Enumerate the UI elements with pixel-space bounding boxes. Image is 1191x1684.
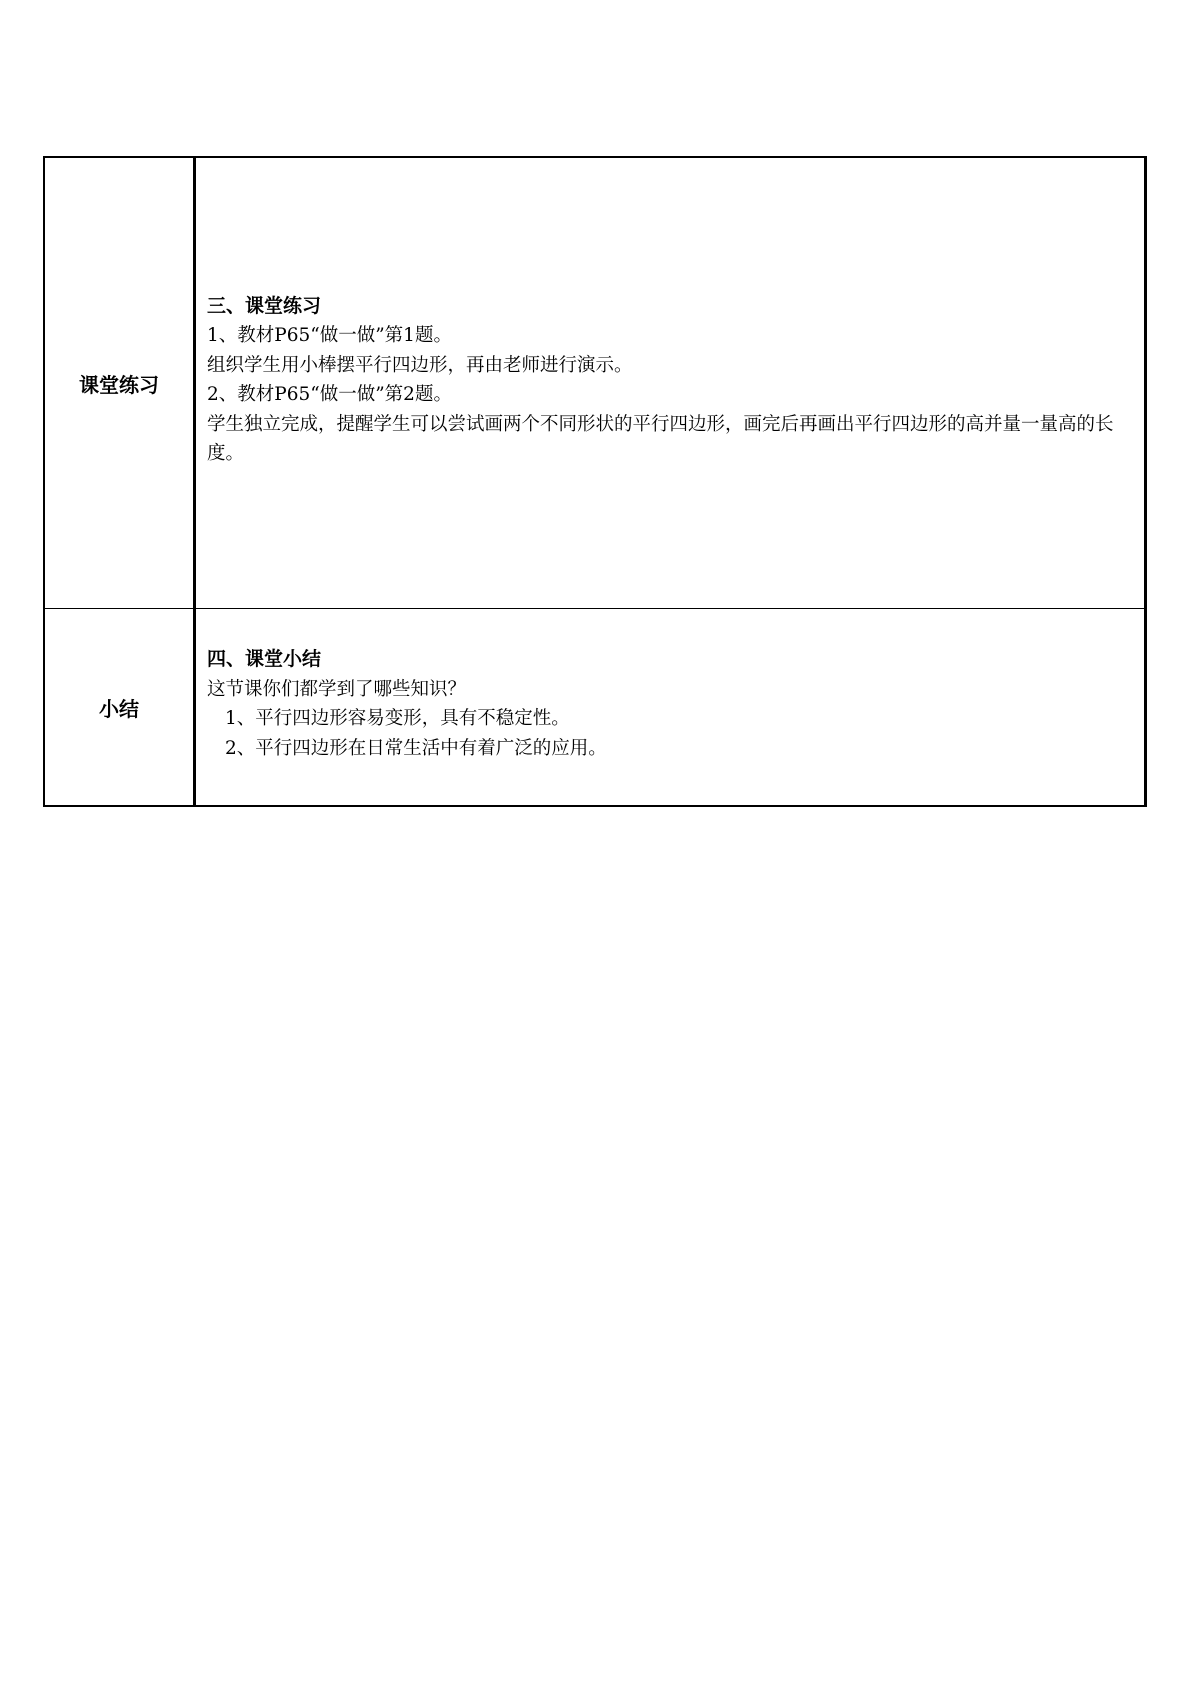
practice-line: 学生独立完成，提醒学生可以尝试画两个不同形状的平行四边形，画完后再画出平行四边形的高并量一量高的长度。 [207, 413, 1114, 464]
lesson-plan-table [43, 156, 1147, 807]
summary-label: 小结 [44, 609, 195, 807]
summary-point: 1、平行四边形容易变形，具有不稳定性。 [225, 708, 570, 729]
practice-content-block [207, 292, 1130, 469]
practice-heading: 三、课堂练习 [207, 294, 322, 317]
summary-content-block [207, 645, 1130, 763]
summary-question: 这节课你们都学到了哪些知识？ [207, 678, 467, 700]
practice-label: 课堂练习 [44, 157, 195, 609]
summary-row [44, 609, 1146, 807]
practice-content [195, 157, 1146, 609]
summary-point: 2、平行四边形在日常生活中有着广泛的应用。 [225, 737, 607, 759]
practice-line: 组织学生用小棒摆平行四边形，再由老师进行演示。 [207, 354, 633, 376]
summary-heading: 四、课堂小结 [207, 648, 322, 670]
practice-line: 2、教材P65“做一做”第2题。 [207, 384, 452, 405]
summary-content [195, 609, 1146, 807]
practice-row [44, 157, 1146, 609]
practice-line: 1、教材P65“做一做”第1题。 [207, 325, 452, 346]
